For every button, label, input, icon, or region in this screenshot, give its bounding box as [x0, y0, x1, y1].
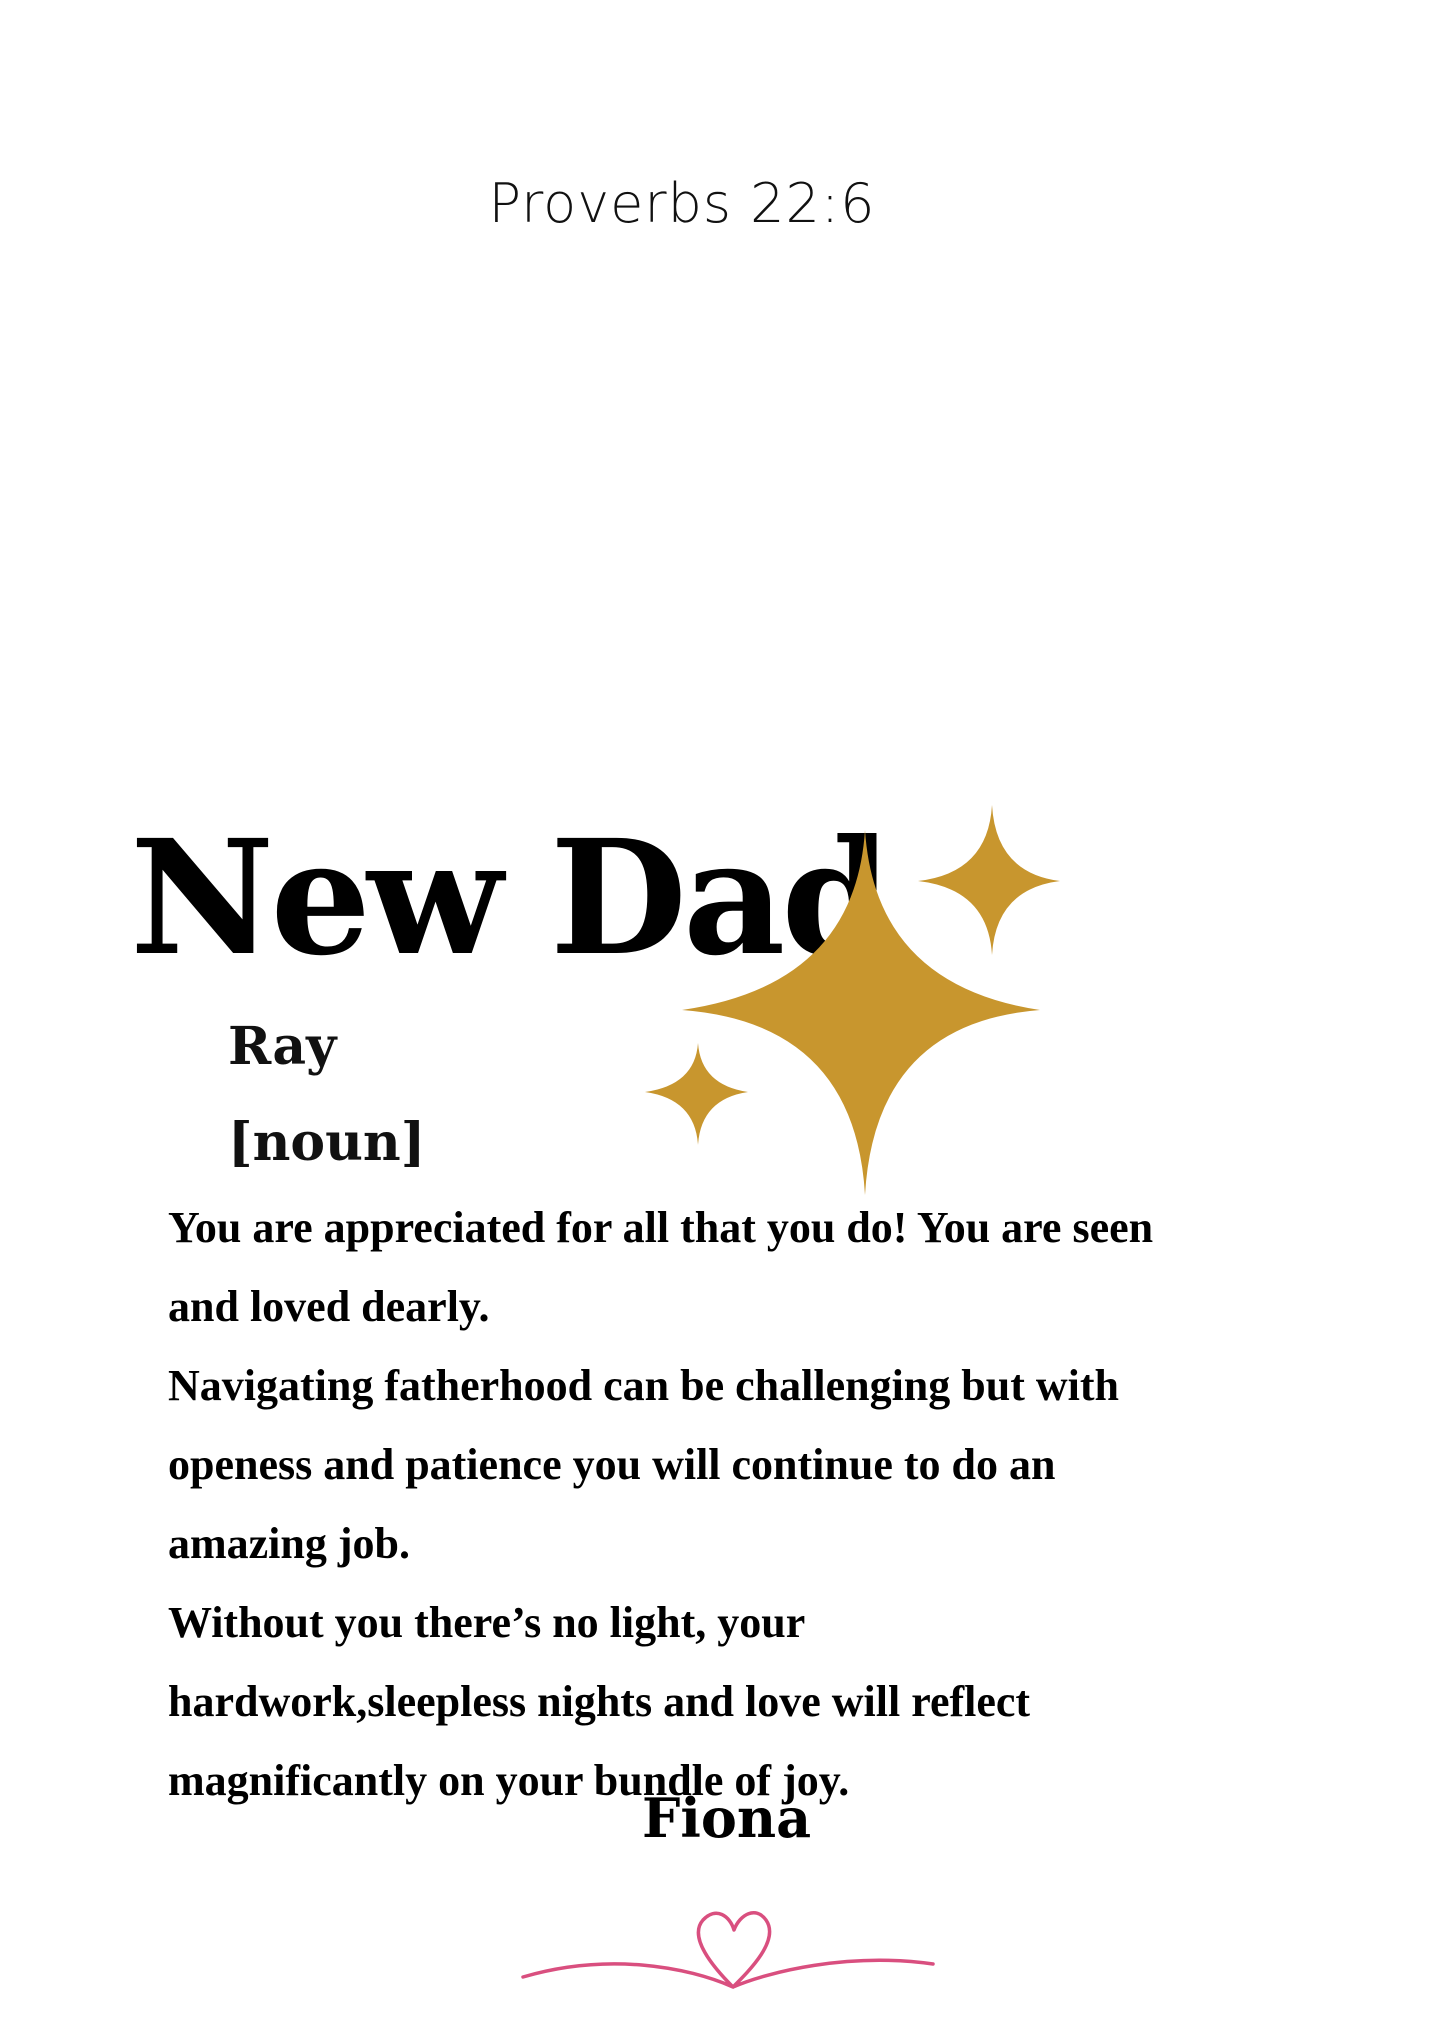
- heart-icon: [518, 1892, 938, 2002]
- definition-line: Navigating fatherhood can be challenging but with: [168, 1361, 1119, 1410]
- definition-line: magnificantly on your bundle of joy.: [168, 1756, 850, 1805]
- definition-line: You are appreciated for all that you do! You are seen: [168, 1203, 1154, 1252]
- definition-line: and loved dearly.: [168, 1282, 490, 1331]
- small-sparkle-left: [645, 1043, 748, 1145]
- part-of-speech: [noun]: [228, 1112, 426, 1173]
- definition-title: New Dad: [130, 806, 888, 991]
- sparkles-icon: [620, 795, 1070, 1215]
- signature-name: Fiona: [642, 1786, 812, 1850]
- definition-line: hardwork,sleepless nights and love will reflect: [168, 1677, 1031, 1726]
- definition-body: [168, 1188, 1338, 1820]
- definition-line: amazing job.: [168, 1519, 410, 1568]
- recipient-name: Ray: [228, 1016, 337, 1077]
- definition-line: Without you there’s no light, your: [168, 1598, 806, 1647]
- definition-line: openess and patience you will continue to do an: [168, 1440, 1056, 1489]
- verse-reference: Proverbs 22:6: [488, 172, 876, 235]
- small-sparkle-top: [918, 805, 1060, 955]
